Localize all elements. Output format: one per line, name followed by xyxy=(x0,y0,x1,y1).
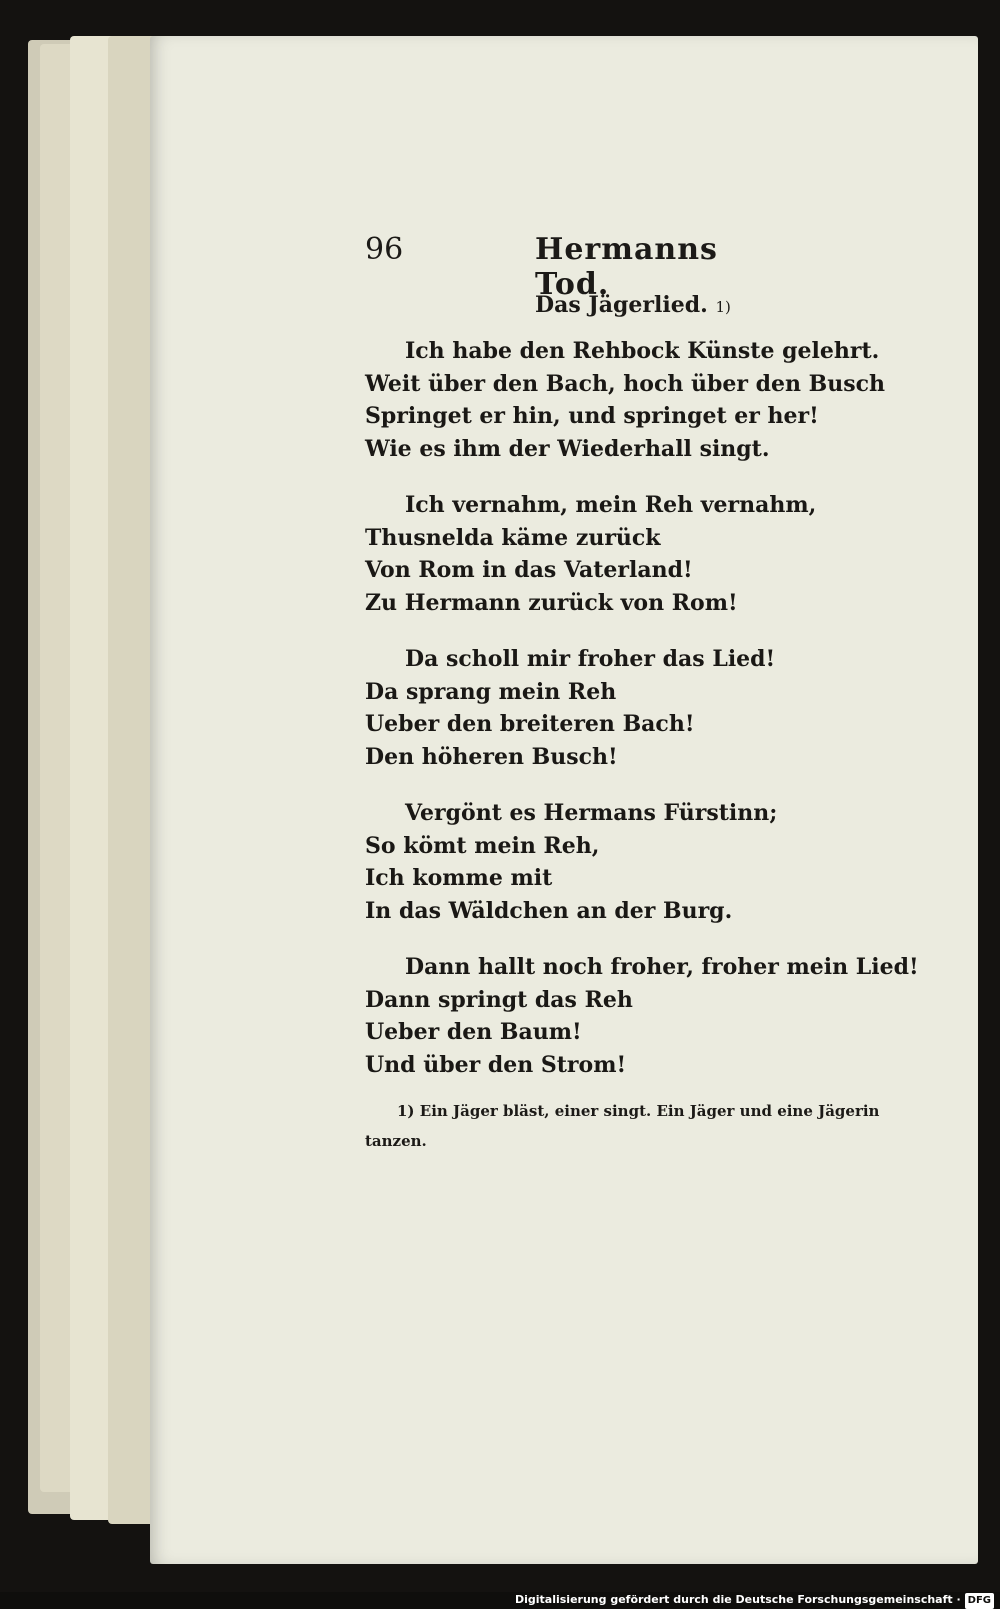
poem-line: Wie es ihm der Wiederhall singt. xyxy=(365,435,770,462)
poem-line: Vergönt es Hermans Fürstinn; xyxy=(405,800,778,826)
credit-text: Digitalisierung gefördert durch die Deutsche Forschungsgemeinschaft · xyxy=(514,1593,961,1606)
poem-line: Ich habe den Rehbock Künste gelehrt. xyxy=(405,338,880,364)
poem-line: Weit über den Bach, hoch über den Busch xyxy=(365,370,886,397)
poem-line: Dann springt das Reh xyxy=(365,986,633,1013)
poem-line: Zu Hermann zurück von Rom! xyxy=(365,589,738,616)
stanza xyxy=(365,489,885,619)
stanza xyxy=(365,797,885,927)
stanza xyxy=(365,335,885,465)
page-number: 96 xyxy=(365,232,404,267)
poem-line: Von Rom in das Vaterland! xyxy=(365,557,693,583)
poem-line: Dann hallt noch froher, froher mein Lied! xyxy=(405,954,919,980)
poem-line: Springet er hin, und springet er her! xyxy=(365,403,819,429)
poem-line: Da scholl mir froher das Lied! xyxy=(405,646,776,672)
poem-line: So kömt mein Reh, xyxy=(365,832,600,859)
footnote: 1) Ein Jäger bläst, einer singt. Ein Jäger und eine Jägerin tanzen. xyxy=(365,1102,880,1150)
stanza xyxy=(365,643,885,773)
poem-line: Da sprang mein Reh xyxy=(365,678,617,705)
poem-title-text: Das Jägerlied. xyxy=(535,292,708,318)
poem-line: Ich vernahm, mein Reh vernahm, xyxy=(405,492,817,518)
stanza xyxy=(365,951,919,1081)
dfg-logo: DFG xyxy=(965,1593,994,1609)
poem-line: Ueber den breiteren Bach! xyxy=(365,711,695,737)
poem-line: Ich komme mit xyxy=(365,865,553,891)
poem-line: Thusnelda käme zurück xyxy=(365,524,661,551)
running-title: Hermanns Tod. xyxy=(535,232,718,302)
poem-line: Und über den Strom! xyxy=(365,1051,627,1078)
poem-line: Den höheren Busch! xyxy=(365,743,618,770)
digitization-credit xyxy=(515,1592,994,1608)
poem-title xyxy=(535,292,731,318)
page-header xyxy=(365,232,785,302)
poem-body xyxy=(365,335,919,1105)
footnote-marker: 1) xyxy=(715,298,731,316)
poem-line: Ueber den Baum! xyxy=(365,1019,582,1045)
poem-line: In das Wäldchen an der Burg. xyxy=(365,897,733,924)
